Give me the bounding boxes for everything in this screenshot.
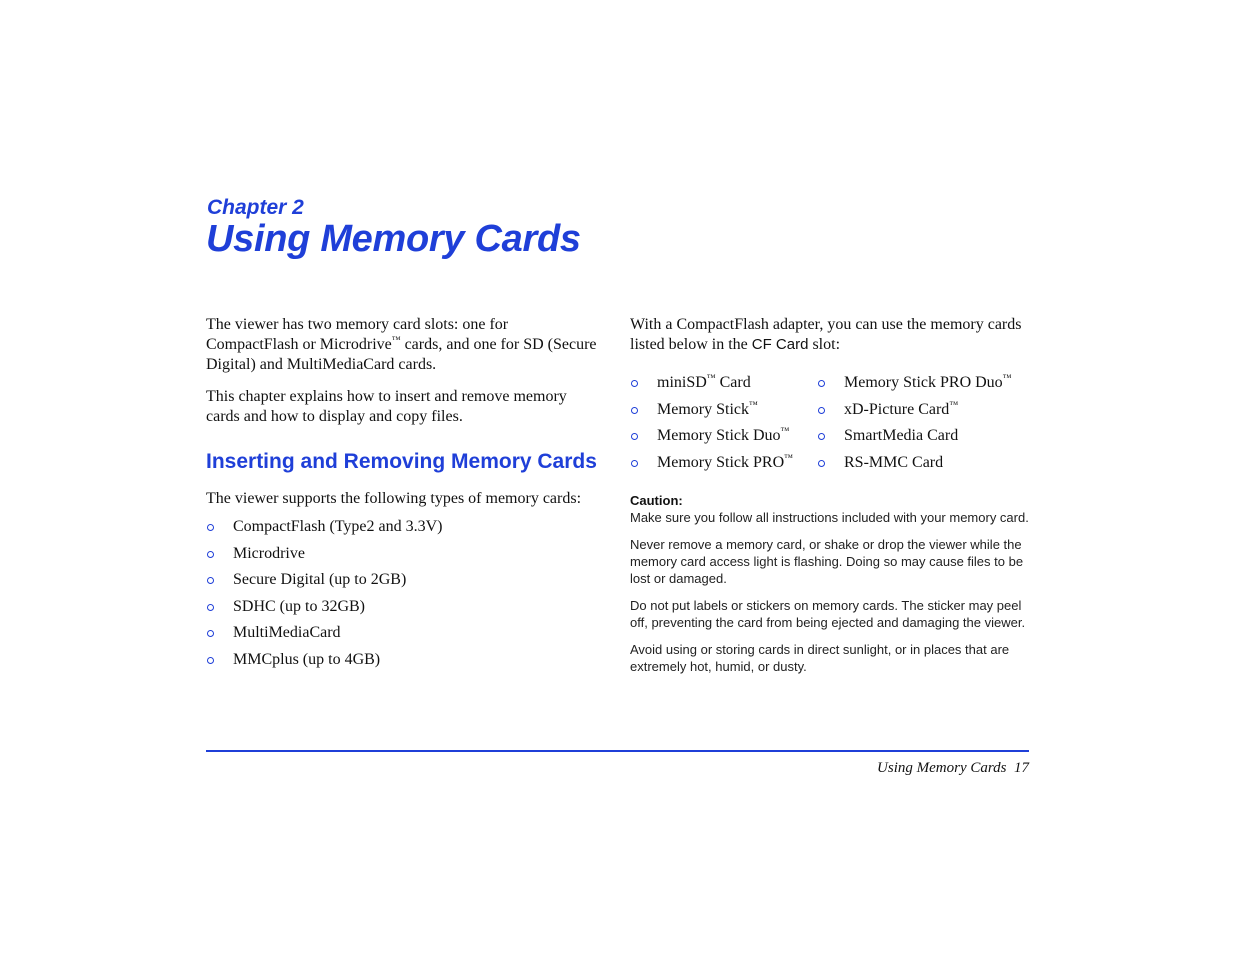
- caution-item-3: Do not put labels or stickers on memory cards. The sticker may peel off, preventing the card from being ejected and damaging the viewer.: [630, 597, 1026, 630]
- trademark-mark: ™: [706, 372, 716, 383]
- list-item: [206, 517, 601, 537]
- left-column: [206, 315, 601, 677]
- cf-card-slot-label: CF Card: [751, 336, 809, 353]
- list-item: [630, 426, 817, 446]
- adapter-card-name: SmartMedia Card: [844, 427, 959, 444]
- circle-bullet-icon: [818, 380, 825, 387]
- circle-bullet-icon: [818, 460, 825, 467]
- trademark-mark: ™: [749, 399, 758, 410]
- chapter-label: Chapter 2: [207, 196, 304, 219]
- list-item: [817, 426, 1027, 446]
- circle-bullet-icon: [631, 460, 638, 467]
- adapter-card-name: Memory Stick PRO: [657, 453, 785, 471]
- list-item: [206, 570, 601, 590]
- circle-bullet-icon: [207, 551, 214, 558]
- adapter-card-name: Memory Stick PRO Duo: [844, 374, 1003, 391]
- trademark-mark: ™: [1002, 372, 1012, 383]
- adapter-card-name: miniSD: [657, 374, 707, 391]
- list-item: [206, 623, 601, 643]
- circle-bullet-icon: [207, 630, 214, 637]
- list-item: [206, 544, 601, 564]
- card-type-label: Microdrive: [233, 544, 305, 562]
- list-item: [817, 453, 1027, 473]
- adapter-card-name: Memory Stick: [657, 400, 749, 418]
- intro-1-text-b: cards, and one for SD (Secure Digital) and MultiMediaCard cards.: [206, 336, 597, 373]
- circle-bullet-icon: [631, 433, 638, 440]
- adapter-cards-grid: [630, 373, 1035, 473]
- caution-item-4: Avoid using or storing cards in direct sunlight, or in places that are extremely hot, humid, or dusty.: [630, 641, 1010, 674]
- intro-paragraph-2: This chapter explains how to insert and remove memory cards and how to display and copy files.: [206, 388, 567, 425]
- adapter-paragraph: [630, 315, 1035, 355]
- list-item: [817, 373, 1027, 393]
- circle-bullet-icon: [631, 380, 638, 387]
- caution-item-2: Never remove a memory card, or shake or drop the viewer while the memory card access light is flashing. Doing so may cause files to be lost or damaged.: [630, 536, 1024, 586]
- intro-1-text-a: The viewer has two memory card slots: one for CompactFlash or Microdrive: [206, 316, 509, 353]
- circle-bullet-icon: [207, 604, 214, 611]
- trademark-mark: ™: [949, 399, 959, 410]
- page-footer: Using Memory Cards 17: [877, 760, 1029, 776]
- adapter-card-name: xD-Picture Card: [844, 400, 950, 418]
- list-item: [630, 453, 817, 473]
- circle-bullet-icon: [631, 407, 638, 414]
- card-type-label: CompactFlash (Type2 and 3.3V): [233, 518, 443, 535]
- circle-bullet-icon: [818, 407, 825, 414]
- circle-bullet-icon: [207, 524, 214, 531]
- list-item: [630, 400, 817, 420]
- trademark-mark: ™: [780, 425, 790, 436]
- caution-item-1: Make sure you follow all instructions included with your memory card.: [630, 509, 1029, 525]
- card-type-label: MultiMediaCard: [233, 624, 341, 642]
- circle-bullet-icon: [818, 433, 825, 440]
- supports-text: The viewer supports the following types of memory cards:: [206, 490, 582, 507]
- circle-bullet-icon: [207, 577, 214, 584]
- adapter-card-name: Memory Stick Duo: [657, 427, 781, 444]
- adapter-text-a: With a CompactFlash adapter, you can use the memory cards listed below in the: [630, 316, 1022, 353]
- right-column: [630, 315, 1035, 685]
- card-type-label: MMCplus (up to 4GB): [233, 650, 381, 668]
- card-type-label: SDHC (up to 32GB): [233, 597, 366, 615]
- list-item: [206, 597, 601, 617]
- caution-title: Caution:: [630, 492, 683, 508]
- section-heading: Inserting and Removing Memory Cards: [206, 450, 597, 473]
- chapter-title: Using Memory Cards: [206, 218, 581, 260]
- footer-rule: [206, 750, 1029, 752]
- adapter-text-b: slot:: [808, 336, 841, 353]
- trademark-mark: ™: [784, 452, 793, 463]
- intro-paragraph-1: [206, 315, 601, 375]
- adapter-card-suffix: Card: [715, 374, 751, 391]
- list-item: [817, 400, 1027, 420]
- list-item: [206, 650, 601, 670]
- trademark-mark: ™: [391, 334, 401, 345]
- list-item: [630, 373, 817, 393]
- card-type-label: Secure Digital (up to 2GB): [233, 571, 407, 589]
- adapter-card-name: RS-MMC Card: [844, 453, 944, 471]
- circle-bullet-icon: [207, 657, 214, 664]
- card-types-list: [206, 517, 601, 670]
